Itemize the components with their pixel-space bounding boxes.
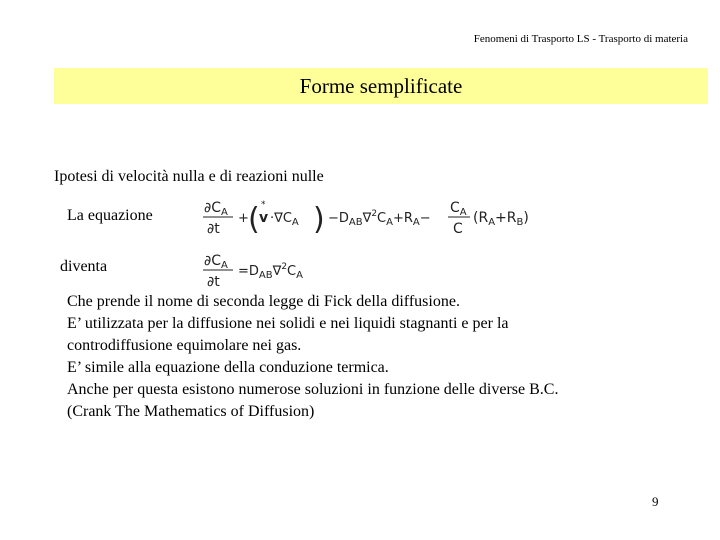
svg-text:−DAB∇2CA+RA−: $-D_{AB}\nabla^2C_A+R_A-$ bbox=[328, 209, 431, 228]
paragraph-line: controdiffusione equimolare nei gas. bbox=[67, 337, 302, 354]
paragraph-line: Anche per questa esistono numerose soluzioni in funzione delle diverse B.C. bbox=[67, 381, 559, 398]
becomes-label: diventa bbox=[60, 258, 108, 275]
svg-text:∂CA: $\partial C_A$ bbox=[204, 253, 228, 271]
paragraph-line: Che prende il nome di seconda legge di Fick della diffusione. bbox=[67, 293, 460, 310]
equation-intro-label: La equazione bbox=[67, 207, 153, 224]
title-band bbox=[54, 68, 708, 104]
svg-text:+: + bbox=[238, 211, 249, 226]
svg-text:(: ( bbox=[248, 202, 260, 237]
fick-second-law-image bbox=[203, 249, 333, 291]
svg-text:): ) bbox=[313, 202, 325, 237]
slide-header: Fenomeni di Trasporto LS - Trasporto di materia bbox=[473, 33, 688, 45]
paragraph-line: E’ simile alla equazione della conduzione termica. bbox=[67, 359, 389, 376]
svg-text:(RA+RB): $(R_A+R_B)$ bbox=[473, 210, 529, 228]
slide-title: Forme semplificate bbox=[299, 74, 463, 98]
svg-text:v: v bbox=[259, 210, 269, 226]
paragraph-line: (Crank The Mathematics of Diffusion) bbox=[67, 403, 315, 420]
page-number: 9 bbox=[652, 494, 659, 509]
general-equation-image bbox=[203, 196, 548, 238]
svg-text:∂t: ∂t bbox=[207, 221, 220, 237]
paragraph-line: E’ utilizzata per la diffusione nei solidi e nei liquidi stagnanti e per la bbox=[67, 315, 509, 332]
svg-text:∂t: ∂t bbox=[207, 274, 220, 290]
svg-text:∂CA: $\partial C_A$ bbox=[204, 200, 228, 218]
svg-text:·∇CA: $\cdot\nabla C_A$ bbox=[270, 211, 299, 228]
svg-text:CA: $C_A$ bbox=[450, 200, 467, 218]
svg-text:*: * bbox=[261, 200, 266, 210]
svg-text:=DAB∇2CA: $=D_{AB}\nabla^2C_A$ bbox=[238, 262, 303, 281]
hypothesis-text: Ipotesi di velocità nulla e di reazioni nulle bbox=[54, 168, 324, 185]
description-paragraph bbox=[67, 291, 558, 423]
svg-text:C: C bbox=[453, 221, 463, 237]
